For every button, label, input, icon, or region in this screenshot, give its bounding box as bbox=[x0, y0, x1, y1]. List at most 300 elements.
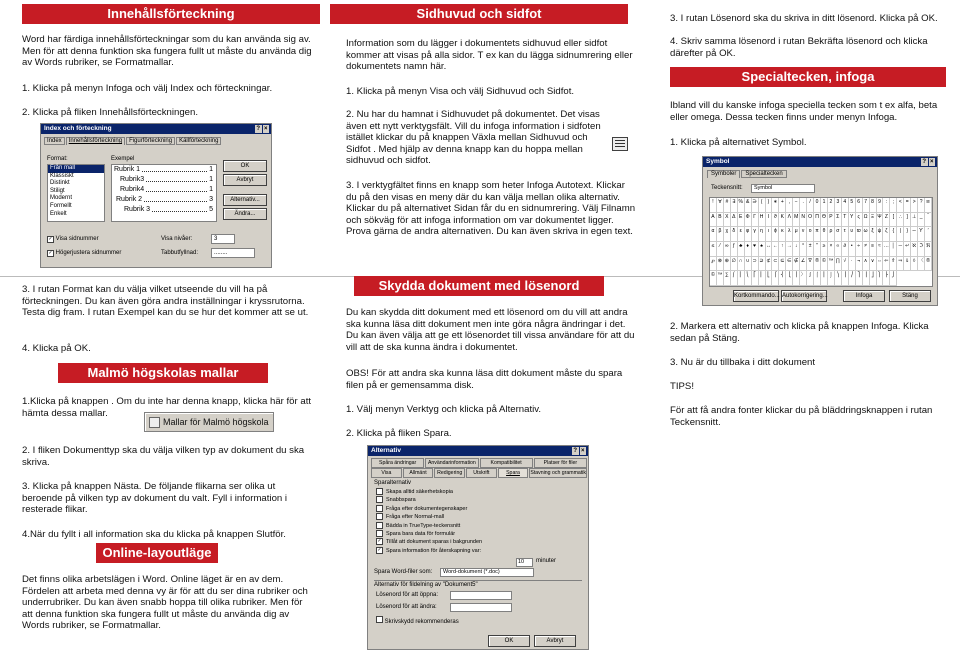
symbol-cell[interactable]: ⇒ bbox=[897, 257, 904, 272]
symbol-cell[interactable]: ∇ bbox=[807, 257, 814, 272]
save-option[interactable] bbox=[376, 496, 586, 504]
symbol-cell[interactable]: 0 bbox=[814, 198, 821, 213]
symbol-cell[interactable]: ♠ bbox=[759, 242, 766, 257]
symbol-cell[interactable]: ℘ bbox=[710, 257, 717, 272]
symbol-cell[interactable]: α bbox=[710, 227, 717, 242]
toc-dialog-titlebar bbox=[41, 124, 271, 134]
tab-index[interactable]: Index bbox=[44, 137, 65, 145]
example-heading: Rubrik4 bbox=[120, 186, 145, 193]
symbol-cell[interactable]: ς bbox=[856, 213, 863, 228]
save-option[interactable] bbox=[376, 505, 586, 513]
toc-dialog bbox=[40, 123, 272, 268]
symbol-cell[interactable]: ® bbox=[814, 257, 821, 272]
checkbox-icon[interactable] bbox=[376, 522, 383, 529]
symbol-cell[interactable]: ∂ bbox=[842, 242, 849, 257]
tab-symbols[interactable]: Symboler bbox=[707, 170, 740, 178]
symbol-cell[interactable]: ψ bbox=[877, 227, 884, 242]
symbol-cell[interactable]: ⎤ bbox=[856, 271, 863, 286]
save-option-label: Spara bara data för formulär bbox=[386, 531, 456, 538]
heading-sidhuvud: Sidhuvud och sidfot bbox=[330, 4, 628, 24]
leader-label: Tabbutfyllnad: bbox=[161, 250, 199, 256]
symbol-cell[interactable]: ⇐ bbox=[883, 257, 890, 272]
options-tab[interactable]: Platser för filer bbox=[534, 458, 587, 468]
symbol-cell[interactable]: ∈ bbox=[786, 257, 793, 272]
symbol-cell[interactable]: 8 bbox=[870, 198, 877, 213]
save-option-label: Fråga efter dokumentegenskaper bbox=[386, 505, 468, 512]
cancel-button[interactable]: Avbryt bbox=[223, 174, 267, 186]
symbol-cell[interactable]: ο bbox=[807, 227, 814, 242]
font-select[interactable]: Symbol bbox=[751, 184, 815, 193]
heading-online-layout: Online-layoutläge bbox=[96, 543, 218, 563]
ok-button[interactable]: OK bbox=[223, 160, 267, 172]
symbol-cell[interactable]: ν bbox=[800, 227, 807, 242]
symbol-cell[interactable]: ϒ bbox=[918, 227, 925, 242]
save-option[interactable] bbox=[376, 513, 586, 521]
symbol-cell[interactable]: , bbox=[786, 198, 793, 213]
readonly-label: Skrivskydd rekommenderas bbox=[384, 619, 459, 625]
symbol-cell[interactable]: ; bbox=[890, 198, 897, 213]
toc-intro: Word har färdiga innehållsförteckningar som du kan använda sig av. Men för att denna funktion ska fungera fullt ut måste du använda dig av Words rubriker, se Formatmallar. bbox=[22, 34, 312, 69]
save-option[interactable] bbox=[376, 530, 586, 538]
symbol-cell[interactable]: ⊕ bbox=[724, 257, 731, 272]
symbol-cell[interactable]: ∋ bbox=[752, 198, 759, 213]
symbol-cell[interactable]: © bbox=[821, 257, 828, 272]
checkbox-icon[interactable]: ✓ bbox=[48, 236, 53, 242]
symbol-cell[interactable]: ϕ bbox=[772, 227, 779, 242]
checkbox-icon[interactable] bbox=[376, 616, 383, 623]
symbol-cell[interactable]: γ bbox=[752, 227, 759, 242]
symbol-cell[interactable]: χ bbox=[724, 227, 731, 242]
options-tab[interactable]: Spara bbox=[498, 468, 529, 478]
symbol-cell[interactable]: ∴ bbox=[897, 213, 904, 228]
symbol-cell[interactable]: ♣ bbox=[738, 242, 745, 257]
symbol-cell[interactable]: Τ bbox=[842, 213, 849, 228]
readonly-option[interactable] bbox=[376, 616, 459, 625]
symbol-cell[interactable]: ≡ bbox=[870, 242, 877, 257]
symbol-cell[interactable]: δ bbox=[731, 227, 738, 242]
symbol-cell[interactable]: ≤ bbox=[710, 242, 717, 257]
checkbox-icon[interactable] bbox=[376, 513, 383, 520]
password-open-input[interactable] bbox=[450, 591, 512, 600]
symbol-cell[interactable]: ∅ bbox=[731, 257, 738, 272]
symbol-cell[interactable]: ⎪ bbox=[793, 271, 800, 286]
symbol-cell[interactable]: | bbox=[897, 227, 904, 242]
symbol-cell[interactable]: ⋅ bbox=[849, 257, 856, 272]
options-tab[interactable]: Användarinformation bbox=[425, 458, 478, 468]
save-option[interactable] bbox=[376, 488, 586, 496]
tab-toc[interactable]: Innehållsförteckning bbox=[66, 137, 125, 145]
symbol-cell[interactable]: 7 bbox=[863, 198, 870, 213]
close-button[interactable]: Stäng bbox=[889, 290, 931, 302]
example-page-number: 1 bbox=[209, 186, 213, 193]
symbol-cell[interactable]: √ bbox=[842, 257, 849, 272]
mallar-button[interactable] bbox=[144, 412, 274, 432]
symbol-cell[interactable]: ∞ bbox=[724, 242, 731, 257]
symbol-cell[interactable]: ⎨ bbox=[779, 271, 786, 286]
symbol-cell[interactable]: ± bbox=[807, 242, 814, 257]
shortcut-button[interactable]: Kortkommando... bbox=[733, 290, 779, 302]
symbol-cell[interactable]: Χ bbox=[724, 213, 731, 228]
symbol-cell[interactable]: π bbox=[814, 227, 821, 242]
checkbox-icon[interactable] bbox=[376, 488, 383, 495]
symbol-cell[interactable]: Δ bbox=[731, 213, 738, 228]
symbol-cell[interactable]: ∀ bbox=[717, 198, 724, 213]
symbol-cell[interactable]: ⎥ bbox=[863, 271, 870, 286]
symbol-cell[interactable]: ⎧ bbox=[772, 271, 779, 286]
symbol-cell[interactable]: Ω bbox=[863, 213, 870, 228]
symbol-cell[interactable]: ∑ bbox=[724, 271, 731, 286]
options-cancel-button[interactable]: Avbryt bbox=[534, 635, 576, 647]
minutes-input[interactable]: 10 bbox=[516, 558, 533, 567]
symbol-cell[interactable]: ↔ bbox=[766, 242, 773, 257]
symbol-cell[interactable]: Α bbox=[710, 213, 717, 228]
password-step-3: 3. I rutan Lösenord ska du skriva in ditt lösenord. Klicka på OK. bbox=[670, 13, 938, 24]
options-tab[interactable]: Kompatibilitet bbox=[480, 458, 533, 468]
save-option-label: Fråga efter Normal-mall bbox=[386, 514, 445, 521]
symbol-cell[interactable]: ′ bbox=[925, 227, 932, 242]
checkbox-icon[interactable]: ✓ bbox=[377, 538, 382, 545]
symbol-cell[interactable]: Ρ bbox=[828, 213, 835, 228]
symbol-cell[interactable]: ⎫ bbox=[877, 271, 884, 286]
symbol-cell[interactable]: ® bbox=[925, 257, 932, 272]
symbol-cell[interactable]: ι bbox=[766, 227, 773, 242]
symbol-cell[interactable]: ⎡ bbox=[752, 271, 759, 286]
header-step-2: 2. Nu har du hamnat i Sidhuvudet på dokumentet. Det visas även ett nytt verktygsfält. Vill du infoga information i sidfoten istället klickar du på knappen Växla mellan Sidhuvud och Sidfot . Med hjälp av denna knapp kan du hoppa mellan sidhuvud och sidfot. bbox=[346, 109, 601, 167]
symbol-cell[interactable]: σ bbox=[835, 227, 842, 242]
document-icon bbox=[149, 417, 160, 428]
symbol-cell[interactable]: Σ bbox=[835, 213, 842, 228]
options-tab[interactable]: Stavning och grammatik bbox=[530, 470, 587, 476]
symbol-cell[interactable]: Υ bbox=[849, 213, 856, 228]
symbol-cell[interactable]: ← bbox=[772, 242, 779, 257]
options-dialog bbox=[367, 445, 589, 650]
close-icon[interactable]: × bbox=[580, 448, 585, 454]
symbol-cell[interactable]: ∪ bbox=[745, 257, 752, 272]
symbol-grid[interactable] bbox=[709, 197, 933, 287]
symbol-cell[interactable]: # bbox=[724, 198, 731, 213]
save-option-label: Spara information för återskapning var: bbox=[386, 547, 482, 554]
symbol-cell[interactable]: ⎢ bbox=[759, 271, 766, 286]
symbol-cell[interactable]: ⎝ bbox=[745, 271, 752, 286]
symbol-cell[interactable]: ϑ bbox=[772, 213, 779, 228]
symbol-cell[interactable]: ∼ bbox=[911, 227, 918, 242]
symbol-cell[interactable]: ⎞ bbox=[835, 271, 842, 286]
symbol-cell[interactable]: Ο bbox=[807, 213, 814, 228]
symbol-cell[interactable]: Γ bbox=[752, 213, 759, 228]
password-open-label: Lösenord för att öppna: bbox=[376, 592, 439, 598]
symbol-cell[interactable]: ∃ bbox=[731, 198, 738, 213]
symbol-cell[interactable]: Κ bbox=[779, 213, 786, 228]
symbol-cell[interactable]: 5 bbox=[849, 198, 856, 213]
format-option[interactable]: Formellt bbox=[50, 202, 72, 209]
symbol-cell[interactable]: Ι bbox=[766, 213, 773, 228]
save-option[interactable] bbox=[376, 547, 586, 555]
symbol-cell[interactable]: ⎮ bbox=[821, 271, 828, 286]
insert-button[interactable]: Infoga bbox=[843, 290, 885, 302]
symbol-cell[interactable]: ⎠ bbox=[849, 271, 856, 286]
format-option[interactable]: Distinkt bbox=[50, 180, 70, 187]
symbol-cell[interactable]: 6 bbox=[856, 198, 863, 213]
leader-select[interactable]: ........ bbox=[211, 248, 255, 258]
options-dialog-title: Alternativ bbox=[371, 447, 401, 454]
format-option[interactable]: Klassiskt bbox=[50, 172, 74, 179]
save-options-list bbox=[376, 488, 586, 555]
symbol-cell[interactable]: μ bbox=[793, 227, 800, 242]
symbol-cell[interactable]: → bbox=[786, 242, 793, 257]
save-option[interactable] bbox=[376, 522, 586, 530]
save-as-label: Spara Word-filer som: bbox=[374, 569, 433, 575]
symbol-cell[interactable]: τ bbox=[842, 227, 849, 242]
symbol-cell[interactable]: ÷ bbox=[856, 242, 863, 257]
symbol-cell[interactable]: % bbox=[738, 198, 745, 213]
format-option[interactable]: Från mall bbox=[48, 165, 104, 173]
symbol-cell[interactable]: Ξ bbox=[870, 213, 877, 228]
toc-step-3: 3. I rutan Format kan du välja vilket utseende du vill ha på förteckningen. Du kan även göra andra inställningar i kryssrutorna. Testa dig fram. I rutan Exempel kan du se hur det kommer att se ut. bbox=[22, 284, 309, 319]
symbol-cell[interactable]: 4 bbox=[842, 198, 849, 213]
options-ok-button[interactable]: OK bbox=[488, 635, 530, 647]
symbol-cell[interactable]: ƒ bbox=[731, 242, 738, 257]
autocorrect-button[interactable]: Autokorrigering... bbox=[781, 290, 827, 302]
symbol-cell[interactable]: ⇓ bbox=[904, 257, 911, 272]
symbol-cell[interactable]: Π bbox=[814, 213, 821, 228]
save-option[interactable] bbox=[376, 538, 586, 546]
checkbox-icon[interactable]: ✓ bbox=[48, 250, 53, 256]
symbol-cell[interactable]: β bbox=[717, 227, 724, 242]
symbol-cell[interactable]: • bbox=[849, 242, 856, 257]
symbol-cell[interactable]: 〉 bbox=[800, 271, 807, 286]
format-option[interactable]: Modernt bbox=[50, 195, 73, 202]
options-tab[interactable]: Utskrift bbox=[466, 468, 497, 478]
symbol-cell[interactable]: Φ bbox=[745, 213, 752, 228]
symbol-cell[interactable]: ∗ bbox=[772, 198, 779, 213]
symbol-cell[interactable]: ─ bbox=[897, 242, 904, 257]
symbol-cell[interactable]: ™ bbox=[717, 271, 724, 286]
symbol-cell[interactable]: ⎛ bbox=[731, 271, 738, 286]
options-tab[interactable]: Spåra ändringar bbox=[371, 458, 424, 468]
symbol-cell[interactable]: ¬ bbox=[856, 257, 863, 272]
symbol-cell[interactable]: ∏ bbox=[835, 257, 842, 272]
symbol-cell[interactable]: ≈ bbox=[877, 242, 884, 257]
modify-button[interactable]: Ändra... bbox=[223, 208, 267, 220]
tab-special-chars[interactable]: Specialtecken bbox=[741, 170, 786, 178]
symbol-cell[interactable]: = bbox=[904, 198, 911, 213]
symbol-cell[interactable]: / bbox=[807, 198, 814, 213]
password-modify-input[interactable] bbox=[450, 603, 512, 612]
symbol-cell[interactable]: ™ bbox=[828, 257, 835, 272]
symbol-cell[interactable]: : bbox=[883, 198, 890, 213]
symbol-cell[interactable]: ) bbox=[766, 198, 773, 213]
tab-figures[interactable]: Figurförteckning bbox=[126, 137, 175, 145]
heading-innehallsforteckning: Innehållsförteckning bbox=[22, 4, 320, 24]
symbol-cell[interactable]: } bbox=[904, 227, 911, 242]
symbol-cell[interactable]: ≥ bbox=[821, 242, 828, 257]
symbol-cell[interactable]: > bbox=[911, 198, 918, 213]
minutes-unit: minuter bbox=[536, 558, 557, 564]
symbol-cell[interactable]: ⊇ bbox=[759, 257, 766, 272]
help-icon[interactable]: ? bbox=[256, 126, 261, 132]
checkbox-icon[interactable]: ✓ bbox=[377, 546, 382, 553]
levels-input[interactable]: 3 bbox=[211, 234, 235, 244]
save-option-label: Tillåt att dokument sparas i bakgrunden bbox=[386, 539, 483, 546]
symbol-cell[interactable]: ↵ bbox=[904, 242, 911, 257]
symbol-cell[interactable]: ◊ bbox=[911, 257, 918, 272]
symbol-cell[interactable]: Ν bbox=[800, 213, 807, 228]
example-page-number: 1 bbox=[209, 166, 213, 173]
symbol-cell[interactable]: ⁄ bbox=[717, 242, 724, 257]
options-tab[interactable]: Allmänt bbox=[403, 468, 434, 478]
symbol-cell[interactable]: { bbox=[890, 227, 897, 242]
symbol-cell[interactable]: λ bbox=[786, 227, 793, 242]
symbol-cell[interactable]: ∝ bbox=[835, 242, 842, 257]
symbol-cell[interactable]: Ε bbox=[738, 213, 745, 228]
example-heading: Rubrik3 bbox=[120, 176, 145, 183]
symbol-cell[interactable]: ω bbox=[863, 227, 870, 242]
symbol-cell[interactable]: + bbox=[779, 198, 786, 213]
symbol-cell[interactable]: ⎦ bbox=[870, 271, 877, 286]
symbol-cell[interactable]: ↓ bbox=[793, 242, 800, 257]
example-label: Exempel bbox=[111, 156, 135, 162]
example-heading: Rubrik 1 bbox=[114, 166, 141, 173]
symbol-cell[interactable]: Ψ bbox=[877, 213, 884, 228]
symbol-cell[interactable]: Θ bbox=[821, 213, 828, 228]
symbol-cell[interactable]: ↑ bbox=[779, 242, 786, 257]
mallar-button-label: Mallar för Malmö högskola bbox=[163, 417, 269, 427]
symbol-cell[interactable]: │ bbox=[890, 242, 897, 257]
symbol-cell[interactable]: ∠ bbox=[800, 257, 807, 272]
symbol-cell[interactable]: ⊆ bbox=[779, 257, 786, 272]
symbol-cell[interactable]: ϖ bbox=[856, 227, 863, 242]
show-numbers-label: Visa sidnummer bbox=[55, 236, 99, 242]
checkbox-icon[interactable] bbox=[376, 496, 383, 503]
symbol-cell[interactable]: − bbox=[793, 198, 800, 213]
symbol-cell[interactable]: ⊄ bbox=[766, 257, 773, 272]
symbol-cell[interactable]: ∉ bbox=[793, 257, 800, 272]
symbol-cell[interactable]: Μ bbox=[793, 213, 800, 228]
symbol-cell[interactable]: _ bbox=[918, 213, 925, 228]
options-tab[interactable]: Redigering bbox=[434, 468, 465, 478]
symbol-cell[interactable]: Η bbox=[759, 213, 766, 228]
symbol-cell[interactable]: ζ bbox=[883, 227, 890, 242]
symbol-cell[interactable]: 1 bbox=[821, 198, 828, 213]
symbol-cell[interactable]: ≠ bbox=[863, 242, 870, 257]
symbol-cell[interactable]: ⎣ bbox=[766, 271, 773, 286]
save-as-select[interactable]: Word-dokument (*.doc) bbox=[440, 568, 534, 577]
symbol-cell[interactable]: © bbox=[710, 271, 717, 286]
symbol-cell[interactable]: φ bbox=[745, 227, 752, 242]
mallar-step-1: 1.Klicka på knappen . Om du inte har denna knapp, klicka här för att hämta dessa mallar. bbox=[22, 396, 312, 419]
symbol-cell[interactable]: ♦ bbox=[745, 242, 752, 257]
symbol-cell[interactable]: ] bbox=[904, 213, 911, 228]
symbol-cell[interactable]: ℑ bbox=[918, 242, 925, 257]
options-button[interactable]: Alternativ... bbox=[223, 194, 267, 206]
symbol-cell[interactable]: Β bbox=[717, 213, 724, 228]
symbol-cell[interactable]: & bbox=[745, 198, 752, 213]
symbol-cell[interactable]: ⇔ bbox=[877, 257, 884, 272]
symbol-cell[interactable]: 〈 bbox=[918, 257, 925, 272]
symbol-cell[interactable]: ⊂ bbox=[772, 257, 779, 272]
symbol-cell[interactable]: ⎩ bbox=[786, 271, 793, 286]
symbol-cell[interactable]: ⎜ bbox=[738, 271, 745, 286]
symbol-cell[interactable]: ∫ bbox=[807, 271, 814, 286]
sharing-label: Alternativ för fildelning av "Dokument5" bbox=[374, 582, 478, 588]
symbol-cell[interactable]: υ bbox=[849, 227, 856, 242]
symbol-cell[interactable]: ⌡ bbox=[828, 271, 835, 286]
toc-step-1: 1. Klicka på menyn Infoga och välj Index och förteckningar. bbox=[22, 83, 273, 94]
checkbox-icon[interactable] bbox=[376, 530, 383, 537]
checkbox-icon[interactable] bbox=[376, 505, 383, 512]
symbol-cell[interactable]: ℵ bbox=[911, 242, 918, 257]
help-icon[interactable]: ? bbox=[922, 159, 927, 165]
symbol-cell[interactable]: ≅ bbox=[925, 198, 932, 213]
symbol-cell[interactable]: [ bbox=[890, 213, 897, 228]
symbol-cell[interactable]: ρ bbox=[828, 227, 835, 242]
symbol-cell[interactable]: ∨ bbox=[870, 257, 877, 272]
symbol-cell[interactable]: ♥ bbox=[752, 242, 759, 257]
toc-step-2: 2. Klicka på fliken Innehållsförteckningen. bbox=[22, 107, 198, 118]
format-list[interactable] bbox=[47, 164, 105, 222]
options-tabs-row-2 bbox=[371, 468, 587, 478]
symbol-cell[interactable]: Ζ bbox=[883, 213, 890, 228]
symbol-cell[interactable]: ∩ bbox=[738, 257, 745, 272]
close-icon[interactable]: × bbox=[263, 126, 268, 132]
symbol-cell[interactable]: ⎭ bbox=[890, 271, 897, 286]
symbol-cell[interactable]: ⇑ bbox=[890, 257, 897, 272]
symbol-cell[interactable]: ⎬ bbox=[883, 271, 890, 286]
symbol-cell[interactable]: ⊗ bbox=[717, 257, 724, 272]
save-option-label: Bädda in TrueType-teckensnitt bbox=[386, 522, 461, 529]
symbol-cell[interactable]: η bbox=[759, 227, 766, 242]
symbol-cell[interactable]: Λ bbox=[786, 213, 793, 228]
example-line bbox=[112, 175, 216, 185]
show-numbers-option[interactable] bbox=[47, 236, 99, 243]
symbol-cell[interactable]: ⌠ bbox=[814, 271, 821, 286]
format-option[interactable]: Stiligt bbox=[50, 187, 65, 194]
switch-header-footer-icon[interactable] bbox=[612, 137, 628, 151]
tab-sources[interactable]: Källförteckning bbox=[176, 137, 221, 145]
symbol-cell[interactable]: ‾ bbox=[925, 213, 932, 228]
symbol-cell[interactable]: ∧ bbox=[863, 257, 870, 272]
options-tabs-row-1 bbox=[371, 458, 587, 468]
symbol-cell[interactable]: ( bbox=[759, 198, 766, 213]
symbol-cell[interactable]: ε bbox=[738, 227, 745, 242]
symbol-cell[interactable]: × bbox=[828, 242, 835, 257]
symbol-cell[interactable]: ! bbox=[710, 198, 717, 213]
symbol-cell[interactable]: 9 bbox=[877, 198, 884, 213]
options-tab[interactable]: Visa bbox=[371, 468, 402, 478]
symbol-cell[interactable]: κ bbox=[779, 227, 786, 242]
symbol-cell[interactable]: … bbox=[883, 242, 890, 257]
symbol-cell[interactable]: ⊥ bbox=[911, 213, 918, 228]
symbol-cell[interactable]: θ bbox=[821, 227, 828, 242]
format-option[interactable]: Enkelt bbox=[50, 210, 67, 217]
toc-dialog-title: Index och förteckning bbox=[44, 125, 112, 132]
symbol-cell[interactable]: < bbox=[897, 198, 904, 213]
symbol-cell[interactable]: ⎟ bbox=[842, 271, 849, 286]
symbol-cell[interactable]: ? bbox=[918, 198, 925, 213]
help-icon[interactable]: ? bbox=[573, 448, 578, 454]
right-align-option[interactable] bbox=[47, 250, 121, 257]
close-icon[interactable]: × bbox=[929, 159, 934, 165]
symbol-cell[interactable]: ° bbox=[800, 242, 807, 257]
symbol-cell[interactable]: 3 bbox=[835, 198, 842, 213]
symbol-cell[interactable]: ⊃ bbox=[752, 257, 759, 272]
symbol-cell[interactable]: ℜ bbox=[925, 242, 932, 257]
symbol-cell[interactable]: ξ bbox=[870, 227, 877, 242]
symbol-cell[interactable]: ″ bbox=[814, 242, 821, 257]
symbol-cell[interactable]: . bbox=[800, 198, 807, 213]
symbol-cell[interactable]: 2 bbox=[828, 198, 835, 213]
protect-step-2: 2. Klicka på fliken Spara. bbox=[346, 428, 452, 439]
